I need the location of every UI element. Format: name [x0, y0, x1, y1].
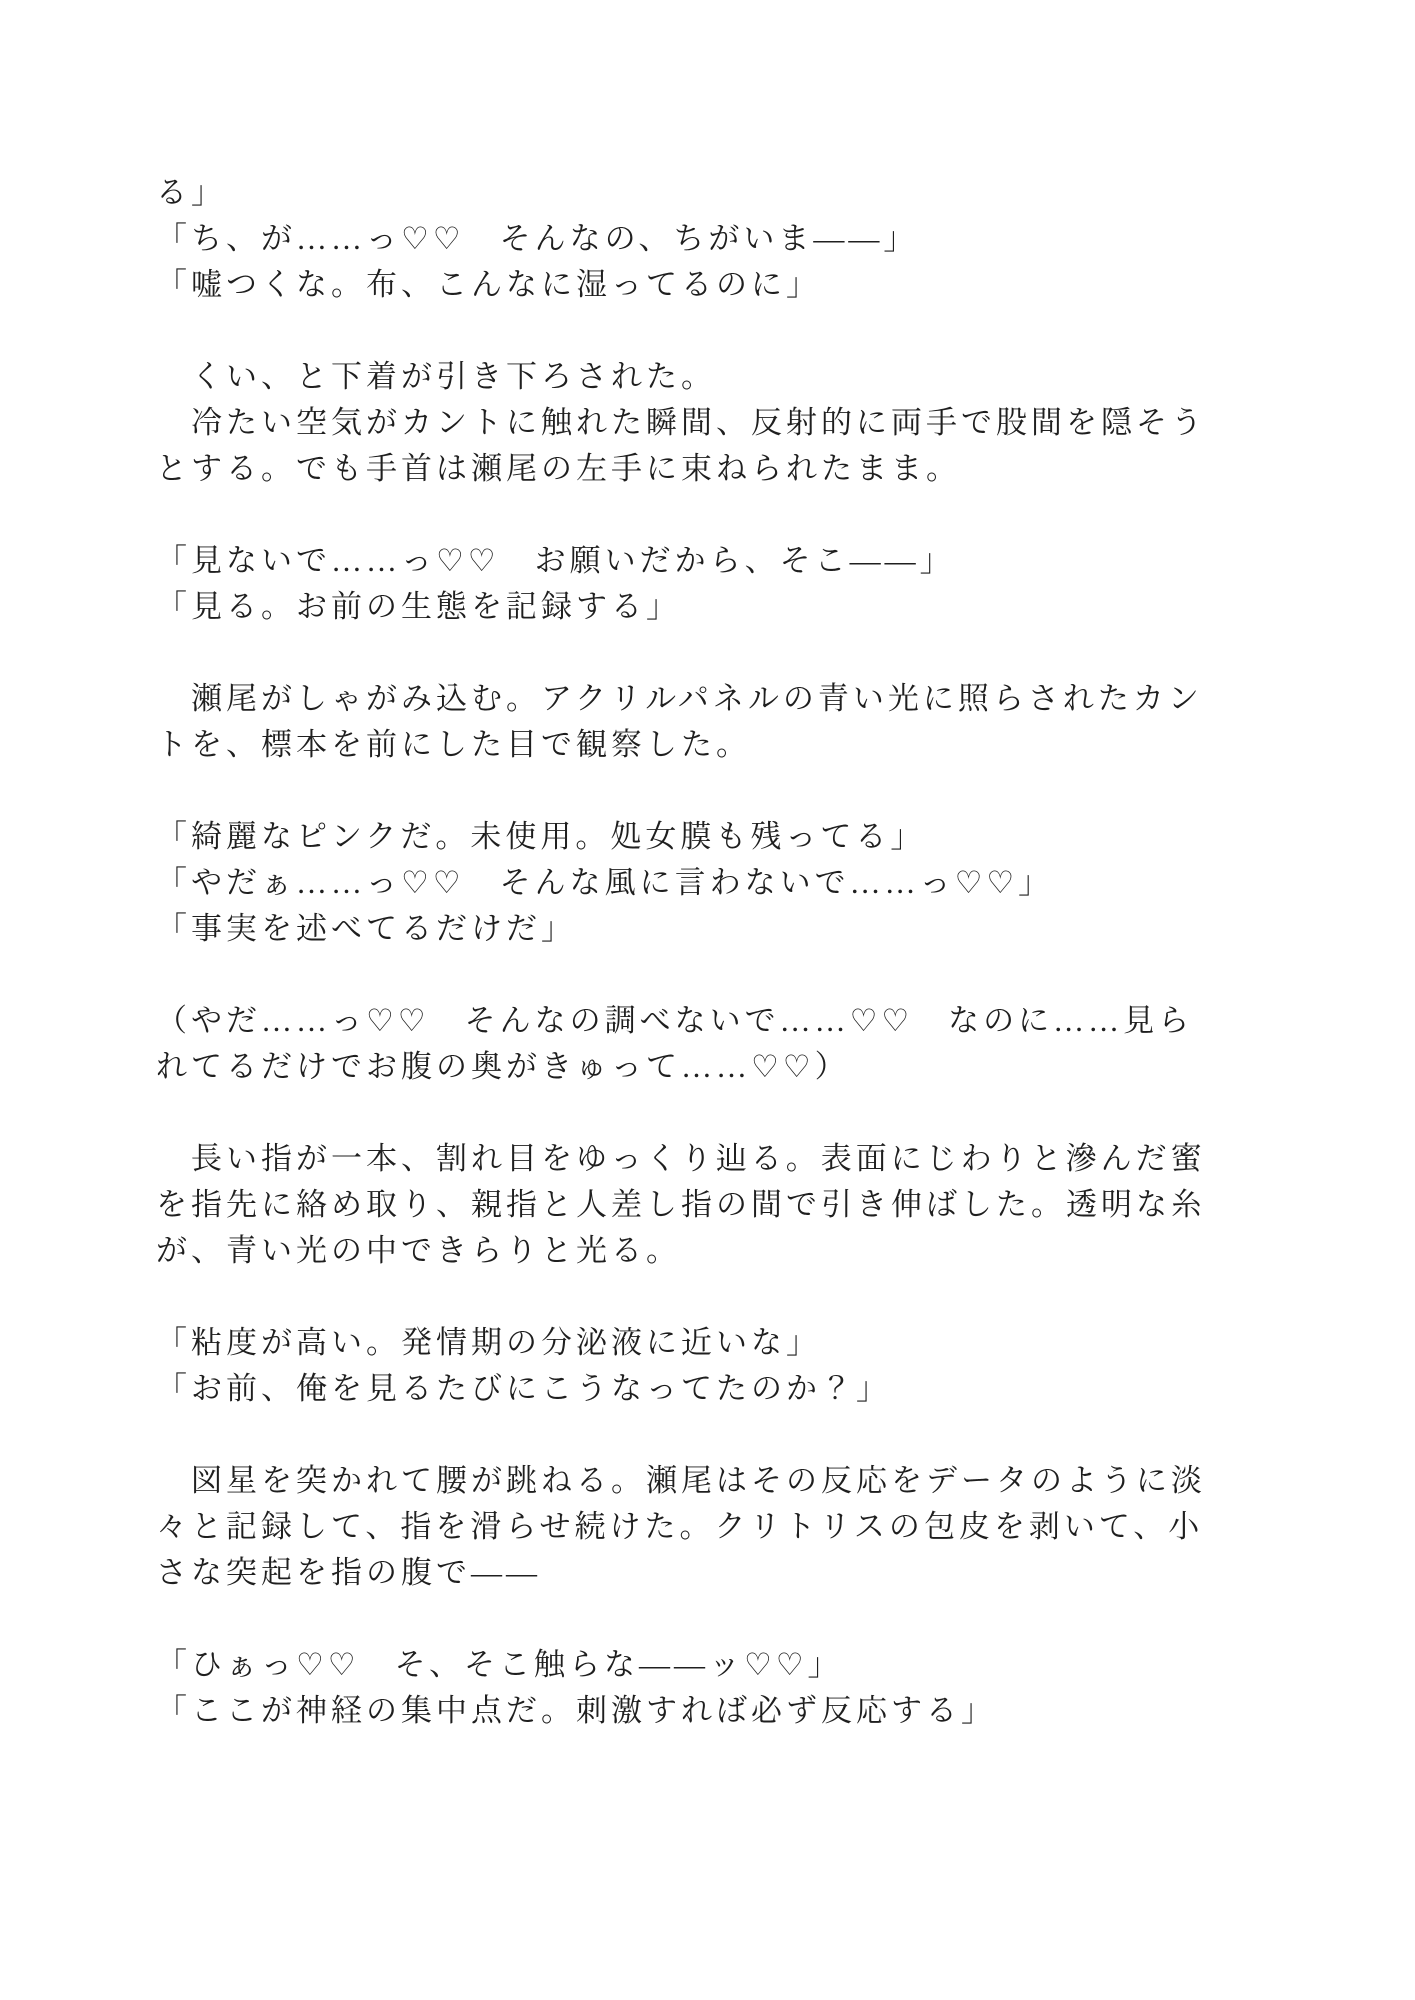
- text-line: さな突起を指の腹で——: [156, 1555, 541, 1590]
- text-line: る」: [156, 175, 226, 210]
- text-line: 「見る。お前の生態を記録する」: [156, 589, 681, 624]
- paragraph: [156, 814, 1275, 952]
- paragraph: [156, 998, 1275, 1090]
- text-line: トを、標本を前にした目で観察した。: [156, 727, 751, 762]
- text-line: 「やだぁ……っ♡♡ そんな風に言わないで……っ♡♡」: [156, 865, 1054, 900]
- text-line: れてるだけでお腹の奥がきゅって……♡♡）: [156, 1049, 850, 1084]
- paragraph: [156, 354, 1275, 492]
- text-line: を指先に絡め取り、親指と人差し指の間で引き伸ばした。透明な糸: [156, 1187, 1206, 1222]
- paragraph: [156, 1642, 1275, 1734]
- text-line: 「粘度が高い。発情期の分泌液に近いな」: [156, 1325, 821, 1360]
- paragraph: [156, 170, 1275, 308]
- paragraph: [156, 676, 1275, 768]
- text-line: 「お前、俺を見るたびにこうなってたのか？」: [156, 1371, 891, 1406]
- text-line: が、青い光の中できらりと光る。: [156, 1233, 681, 1268]
- text-line: 「嘘つくな。布、こんなに湿ってるのに」: [156, 267, 821, 302]
- text-line: 「綺麗なピンクだ。未使用。処女膜も残ってる」: [156, 819, 926, 854]
- text-line: くい、と下着が引き下ろされた。: [156, 359, 716, 394]
- document-body: [156, 170, 1275, 1734]
- text-line: 冷たい空気がカントに触れた瞬間、反射的に両手で股間を隠そう: [156, 405, 1206, 440]
- paragraph: [156, 538, 1275, 630]
- text-line: 長い指が一本、割れ目をゆっくり辿る。表面にじわりと滲んだ蜜: [156, 1141, 1206, 1176]
- text-line: 「事実を述べてるだけだ」: [156, 911, 576, 946]
- text-line: 「見ないで……っ♡♡ お願いだから、そこ——」: [156, 543, 955, 578]
- text-line: （やだ……っ♡♡ そんなの調べないで……♡♡ なのに……見ら: [156, 1003, 1194, 1038]
- paragraph: [156, 1320, 1275, 1412]
- text-line: 「ひぁっ♡♡ そ、そこ触らな——ッ♡♡」: [156, 1647, 843, 1682]
- text-line: 「ここが神経の集中点だ。刺激すれば必ず反応する」: [156, 1693, 996, 1728]
- text-line: 瀬尾がしゃがみ込む。アクリルパネルの青い光に照らされたカン: [156, 681, 1203, 716]
- text-line: とする。でも手首は瀬尾の左手に束ねられたまま。: [156, 451, 961, 486]
- text-line: 々と記録して、指を滑らせ続けた。クリトリスの包皮を剥いて、小: [156, 1509, 1204, 1544]
- text-line: 図星を突かれて腰が跳ねる。瀬尾はその反応をデータのように淡: [156, 1463, 1206, 1498]
- paragraph: [156, 1136, 1275, 1274]
- text-line: 「ち、が……っ♡♡ そんなの、ちがいま——」: [156, 221, 919, 256]
- paragraph: [156, 1458, 1275, 1596]
